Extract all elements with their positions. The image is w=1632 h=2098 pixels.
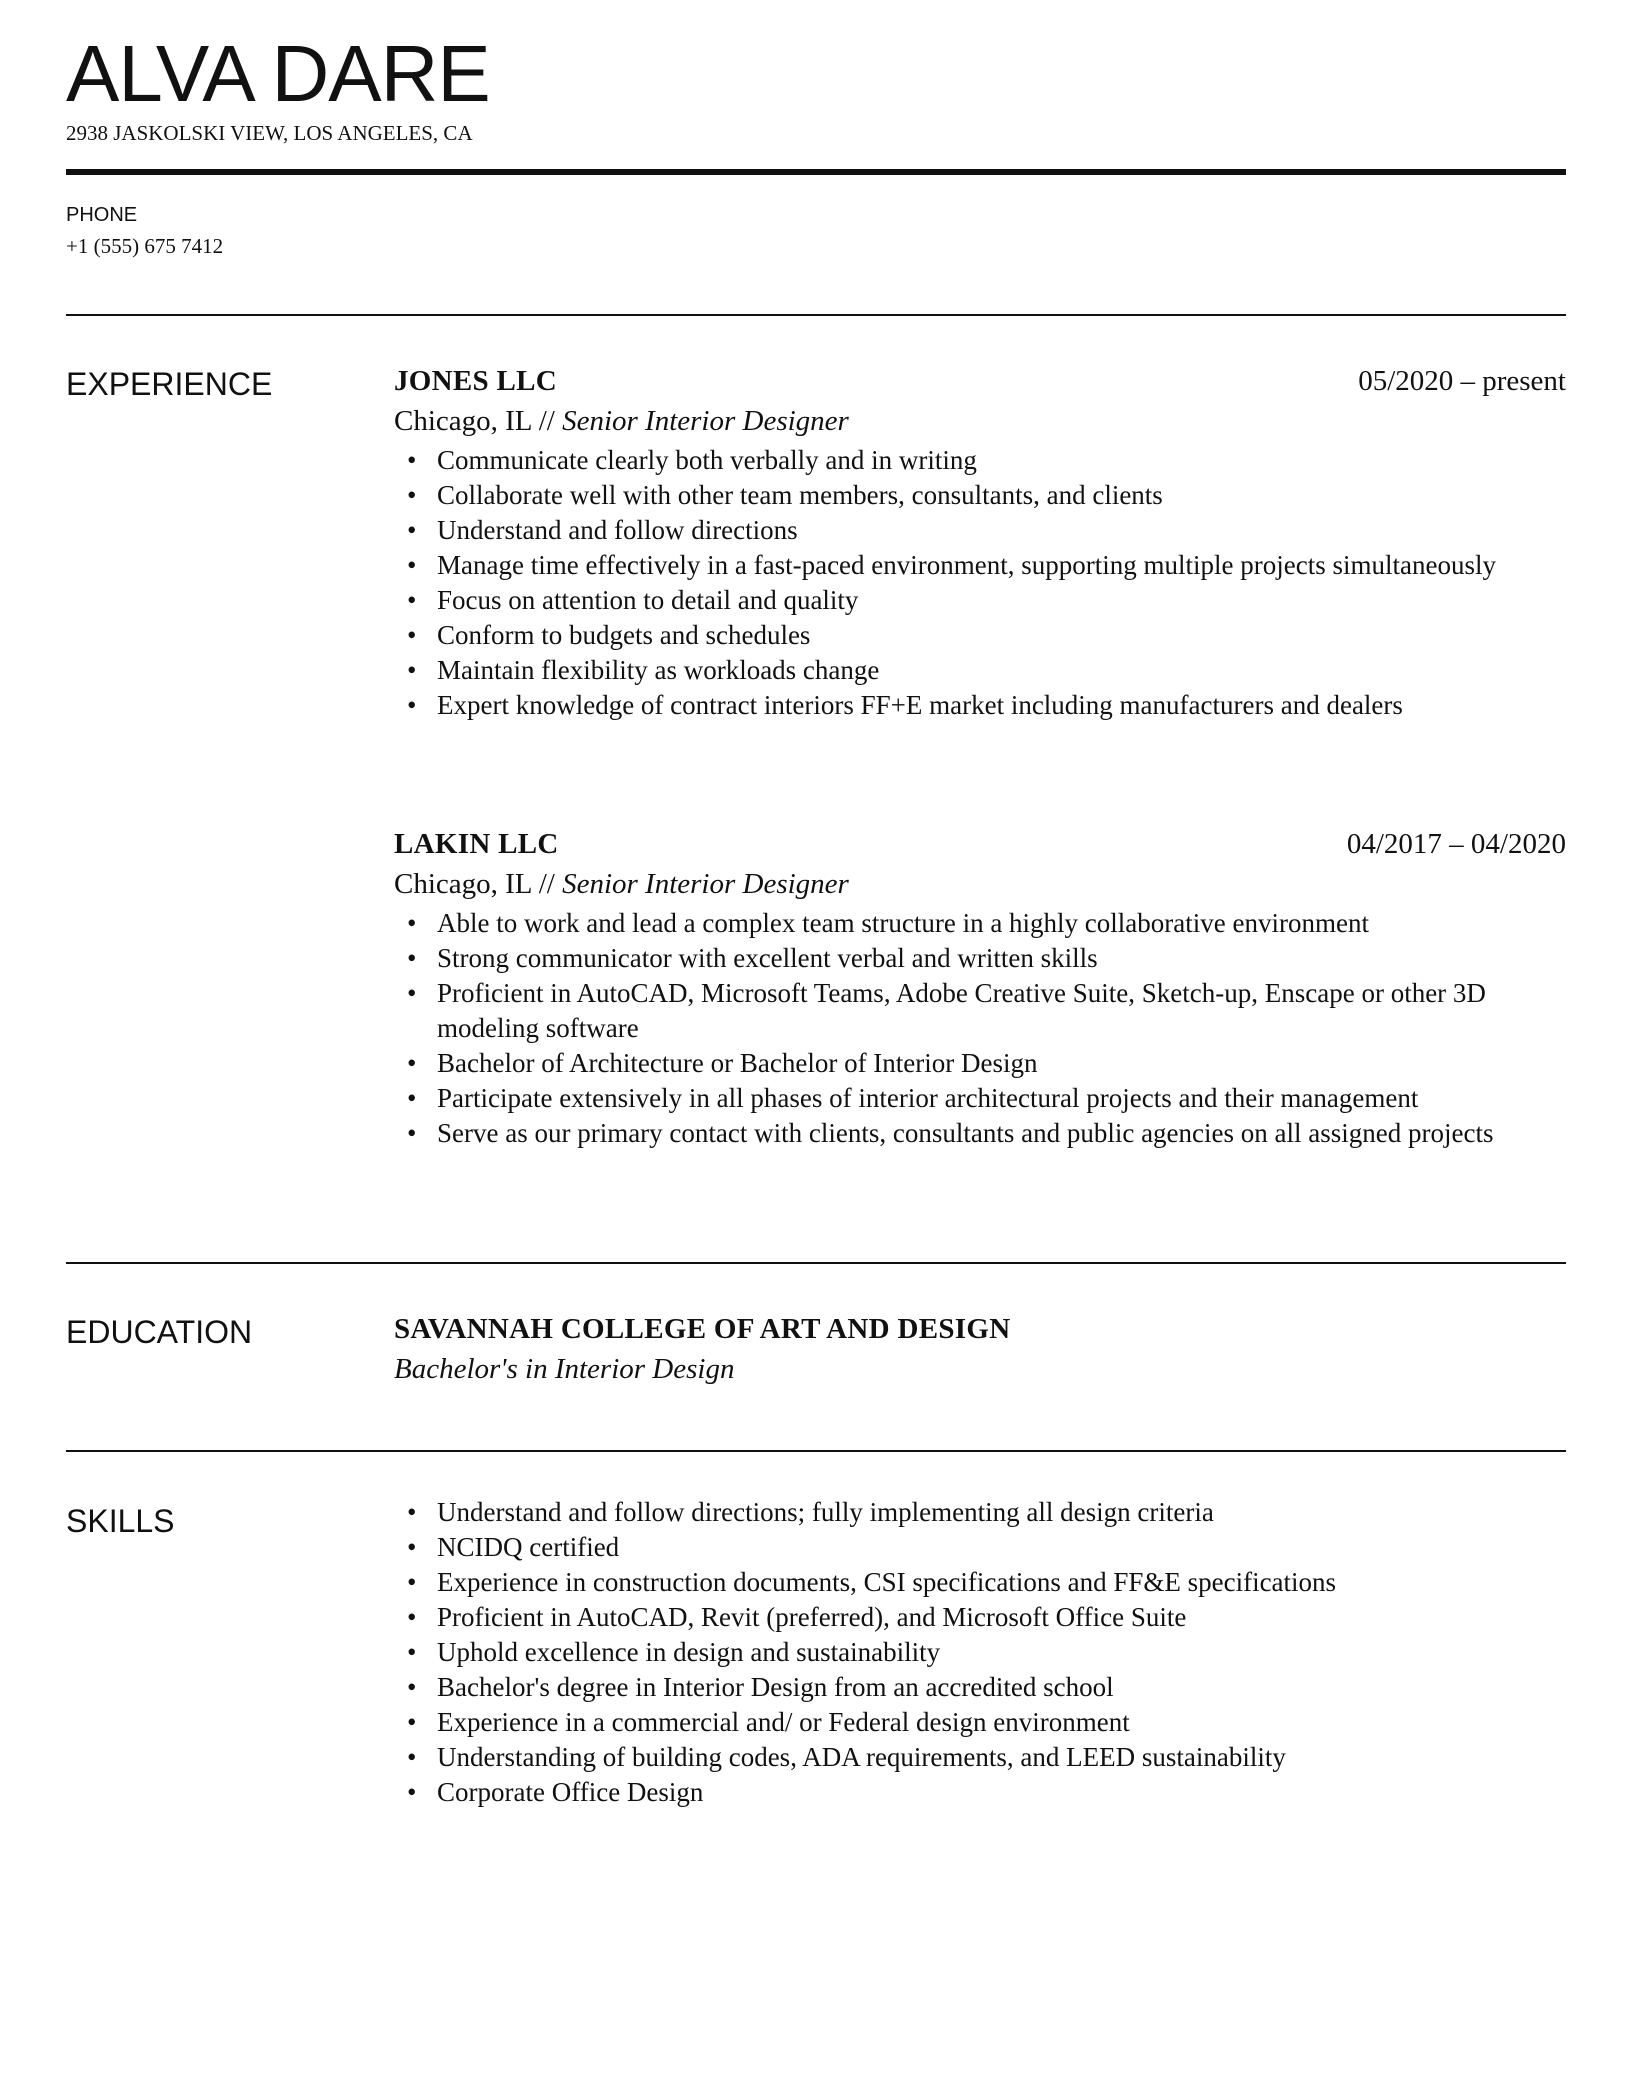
job-bullet: • Able to work and lead a complex team structure in a highly collaborative environment [437, 906, 1566, 941]
skill-item: • Experience in a commercial and/ or Federal design environment [437, 1705, 1566, 1740]
skill-item: • Bachelor's degree in Interior Design from an accredited school [437, 1670, 1566, 1705]
education-degree: Bachelor's in Interior Design [394, 1353, 735, 1385]
skill-item: • Experience in construction documents, CSI specifications and FF&E specifications [437, 1565, 1566, 1600]
job-company: LAKIN LLC [394, 828, 559, 860]
contact-divider [66, 314, 1566, 316]
job-bullets [394, 443, 1566, 723]
skill-item: • Uphold excellence in design and sustainability [437, 1635, 1566, 1670]
job-bullet: • Strong communicator with excellent verbal and written skills [437, 941, 1566, 976]
job-bullet: • Expert knowledge of contract interiors FF+E market including manufacturers and dealers [437, 688, 1566, 723]
job-bullet: • Collaborate well with other team members, consultants, and clients [437, 478, 1566, 513]
education-entry [394, 1309, 1566, 1389]
skill-item: • Understanding of building codes, ADA requirements, and LEED sustainability [437, 1740, 1566, 1775]
job-bullet: • Proficient in AutoCAD, Microsoft Teams, Adobe Creative Suite, Sketch-up, Enscape or other 3D modeling software [437, 976, 1566, 1046]
job-bullet: • Conform to budgets and schedules [437, 618, 1566, 653]
job-dates: 04/2017 – 04/2020 [1346, 828, 1566, 860]
job-bullet: • Serve as our primary contact with clients, consultants and public agencies on all assigned projects [437, 1116, 1566, 1151]
job-bullet: • Maintain flexibility as workloads change [437, 653, 1566, 688]
job-bullet: • Focus on attention to detail and quality [437, 583, 1566, 618]
skills-list [394, 1495, 1566, 1810]
phone-label: PHONE [66, 204, 138, 226]
education-section-title: EDUCATION [66, 1314, 253, 1350]
job-bullet: • Communicate clearly both verbally and in writing [437, 443, 1566, 478]
job-role: Senior Interior Designer [562, 405, 849, 437]
job-separator: // [531, 868, 563, 900]
skill-item: • Proficient in AutoCAD, Revit (preferred), and Microsoft Office Suite [437, 1600, 1566, 1635]
job-location: Chicago, IL [394, 868, 532, 900]
job-bullet: • Manage time effectively in a fast-paced environment, supporting multiple projects simultaneously [437, 548, 1566, 583]
job-location-role [394, 401, 1566, 441]
job-bullet: • Bachelor of Architecture or Bachelor of Interior Design [437, 1046, 1566, 1081]
header-divider [66, 169, 1566, 175]
skill-item: • NCIDQ certified [437, 1530, 1566, 1565]
skill-item: • Corporate Office Design [437, 1775, 1566, 1810]
job-dates: 05/2020 – present [1358, 365, 1566, 397]
candidate-name: ALVA DARE [66, 29, 490, 118]
phone-value: +1 (555) 675 7412 [66, 234, 224, 258]
job-entry [394, 824, 1566, 1151]
skills-entry [394, 1495, 1566, 1810]
job-role: Senior Interior Designer [562, 868, 849, 900]
job-entry [394, 361, 1566, 723]
education-school: SAVANNAH COLLEGE OF ART AND DESIGN [394, 1313, 1011, 1345]
job-separator: // [531, 405, 563, 437]
job-location-role [394, 864, 1566, 904]
skill-item: • Understand and follow directions; fully implementing all design criteria [437, 1495, 1566, 1530]
job-bullet: • Participate extensively in all phases of interior architectural projects and their management [437, 1081, 1566, 1116]
experience-section-title: EXPERIENCE [66, 366, 273, 402]
skills-section-title: SKILLS [66, 1503, 175, 1539]
job-bullets [394, 906, 1566, 1151]
education-divider [66, 1450, 1566, 1452]
candidate-address: 2938 JASKOLSKI VIEW, LOS ANGELES, CA [66, 121, 473, 145]
experience-divider [66, 1262, 1566, 1264]
job-bullet: • Understand and follow directions [437, 513, 1566, 548]
job-header [394, 824, 1566, 864]
job-company: JONES LLC [394, 365, 558, 397]
job-location: Chicago, IL [394, 405, 532, 437]
job-header [394, 361, 1566, 401]
